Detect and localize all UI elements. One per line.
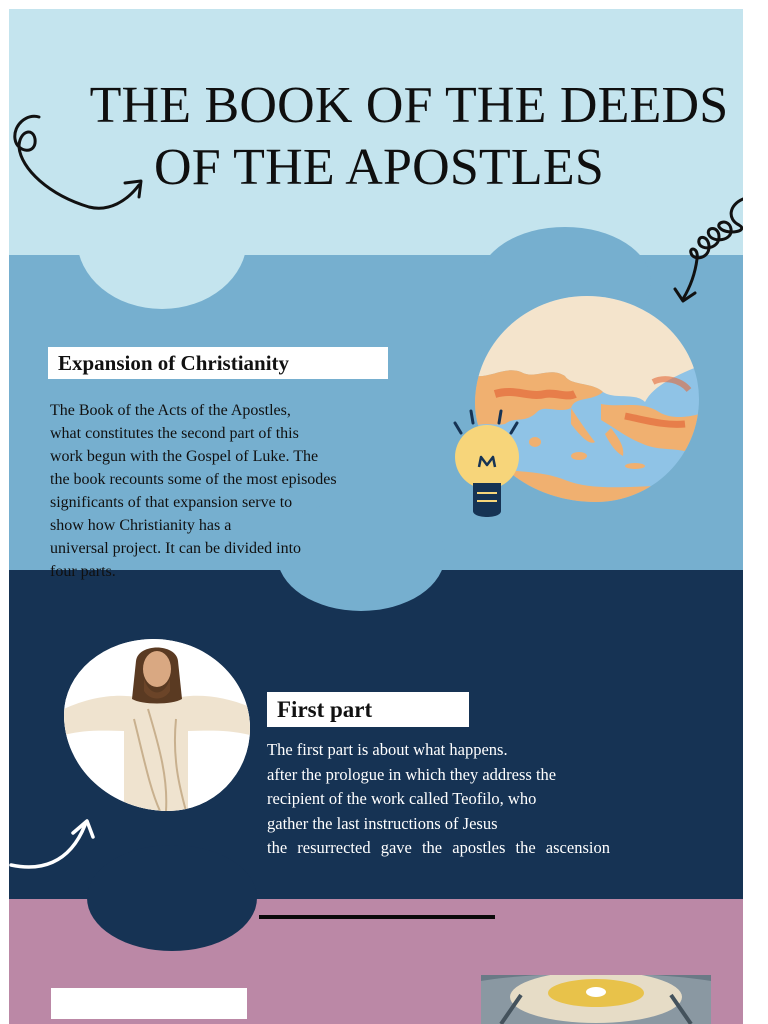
poster-page bbox=[9, 9, 743, 1024]
section1-line: The Book of the Acts of the Apostles, bbox=[50, 402, 291, 419]
section-divider bbox=[259, 915, 495, 919]
spiral-arrow-icon bbox=[669, 195, 743, 307]
section2-line: gather the last instructions of Jesus bbox=[267, 813, 498, 833]
church-ceiling-image bbox=[481, 975, 711, 1024]
section1-line: show how Christianity has a bbox=[50, 517, 232, 534]
section3-heading bbox=[51, 988, 247, 1019]
section1-heading: Expansion of Christianity bbox=[48, 347, 388, 379]
section2-line: after the prologue in which they address the bbox=[267, 764, 557, 784]
section1-paragraph bbox=[50, 399, 380, 583]
section2-line: the resurrected gave the apostles the ascension bbox=[267, 838, 610, 857]
section1-line: four parts. bbox=[50, 563, 116, 580]
curly-arrow-icon bbox=[9, 109, 159, 219]
lightbulb-icon bbox=[443, 401, 533, 525]
title-line-2: OF THE APOSTLES bbox=[154, 139, 604, 196]
navy-scallop bbox=[87, 845, 257, 951]
section1-line: the book recounts some of the most episodes bbox=[50, 471, 337, 488]
section1-line: significants of that expansion serve to bbox=[50, 494, 293, 511]
section1-line: work begun with the Gospel of Luke. The bbox=[50, 448, 319, 465]
section2-heading: First part bbox=[267, 692, 469, 727]
section2-line: recipient of the work called Teofilo, who bbox=[267, 789, 537, 808]
title-line-1: THE BOOK OF THE DEEDS bbox=[89, 77, 729, 134]
section2-paragraph bbox=[267, 738, 667, 861]
curved-arrow-icon bbox=[9, 815, 105, 875]
section1-line: what constitutes the second part of this bbox=[50, 425, 299, 442]
section2-line: The first part is about what happens. bbox=[267, 740, 508, 759]
section1-line: universal project. It can be divided into bbox=[50, 540, 302, 557]
